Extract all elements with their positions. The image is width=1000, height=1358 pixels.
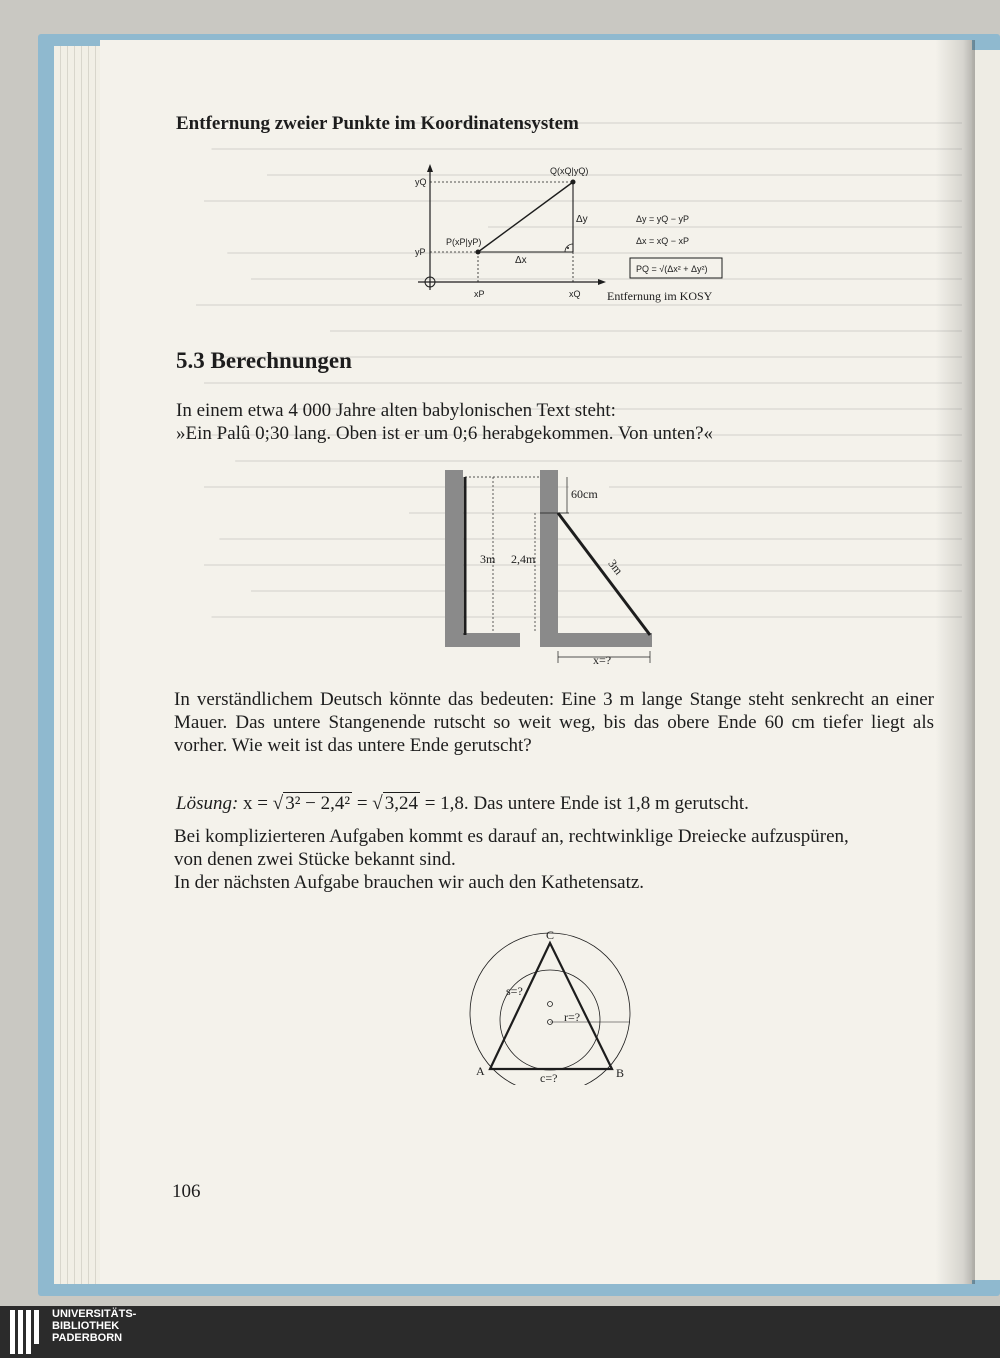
label-s-unknown: s=? (506, 984, 523, 998)
coordinate-distance-figure (410, 160, 750, 310)
solution-lhs: x = (243, 793, 273, 814)
triangle-circle-figure (462, 925, 652, 1085)
wall-ladder-figure (445, 465, 675, 670)
figure-caption: Entfernung im KOSY (607, 289, 713, 303)
vertex-c: C (546, 928, 555, 942)
text-line: von denen zwei Stücke bekannt sind. (174, 849, 456, 870)
delta-y-label: Δy (576, 214, 588, 225)
facing-page-edge (972, 50, 1000, 1280)
subsection-heading: Entfernung zweier Punkte im Koordinatensystem (176, 113, 579, 134)
equation-dx: Δx = xQ − xP (636, 236, 690, 246)
page-gutter-shadow (935, 40, 975, 1284)
root-sign: √ (272, 793, 284, 814)
solution-label: Lösung: (176, 793, 239, 814)
solution-conclusion: Das untere Ende ist 1,8 m gerutscht. (468, 793, 749, 814)
label-2-4m: 2,4m (511, 552, 536, 566)
xp-label: xP (474, 289, 485, 299)
equation-pq: PQ = √(Δx² + Δy²) (636, 264, 708, 274)
library-logo-icon (10, 1310, 46, 1354)
problem-paragraph: In verständlichem Deutsch könnte das bedeuten: Eine 3 m lange Stange steht senkrecht an einer Mauer. Das untere Stangenende rutscht so weit weg, bis das obere Ende 60 cm tiefer liegt als vorher. Wie weit ist das untere Ende gerutscht? (174, 689, 934, 756)
equation-dy: Δy = yQ − yP (636, 214, 690, 224)
delta-x-label: Δx (515, 255, 527, 266)
logo-line: PADERBORN (52, 1332, 123, 1344)
xq-label: xQ (569, 289, 581, 299)
root-expression-2: 3,24 (384, 793, 418, 814)
label-60cm: 60cm (571, 487, 598, 501)
label-r-unknown: r=? (564, 1010, 581, 1024)
equals-2: = 1,8. (419, 793, 469, 814)
closing-paragraph (174, 825, 934, 894)
vertex-a: A (476, 1064, 485, 1078)
logo-line: BIBLIOTHEK (52, 1320, 120, 1332)
label-x-unknown: x=? (593, 653, 612, 667)
label-c-unknown: c=? (540, 1071, 558, 1085)
label-3m-slant: 3m (605, 556, 626, 578)
library-logo-text (52, 1308, 136, 1344)
yq-label: yQ (415, 177, 427, 187)
text-line: In der nächsten Aufgabe brauchen wir auch den Kathetensatz. (174, 872, 645, 893)
label-3m-wall: 3m (480, 552, 496, 566)
text-line: »Ein Palû 0;30 lang. Oben ist er um 0;6 herabgekommen. Von unten?« (176, 423, 714, 444)
library-footer (0, 1306, 1000, 1358)
vertex-b: B (616, 1066, 625, 1080)
yp-label: yP (415, 247, 426, 257)
text-line: In einem etwa 4 000 Jahre alten babylonischen Text steht: (176, 400, 616, 421)
text-line: Bei komplizierteren Aufgaben kommt es darauf an, rechtwinklige Dreiecke aufzuspüren, (174, 826, 849, 847)
root-expression-1: 3² − 2,4² (285, 793, 351, 814)
point-q-label: Q(xQ|yQ) (550, 166, 589, 176)
page-number: 106 (172, 1181, 201, 1202)
section-title: 5.3 Berechnungen (176, 348, 352, 373)
logo-line: UNIVERSITÄTS- (52, 1308, 137, 1320)
root-sign: √ (372, 793, 383, 814)
equals-1: = (352, 793, 373, 814)
point-p-label: P(xP|yP) (446, 237, 482, 247)
intro-paragraph (176, 399, 713, 445)
solution-line (176, 792, 749, 815)
